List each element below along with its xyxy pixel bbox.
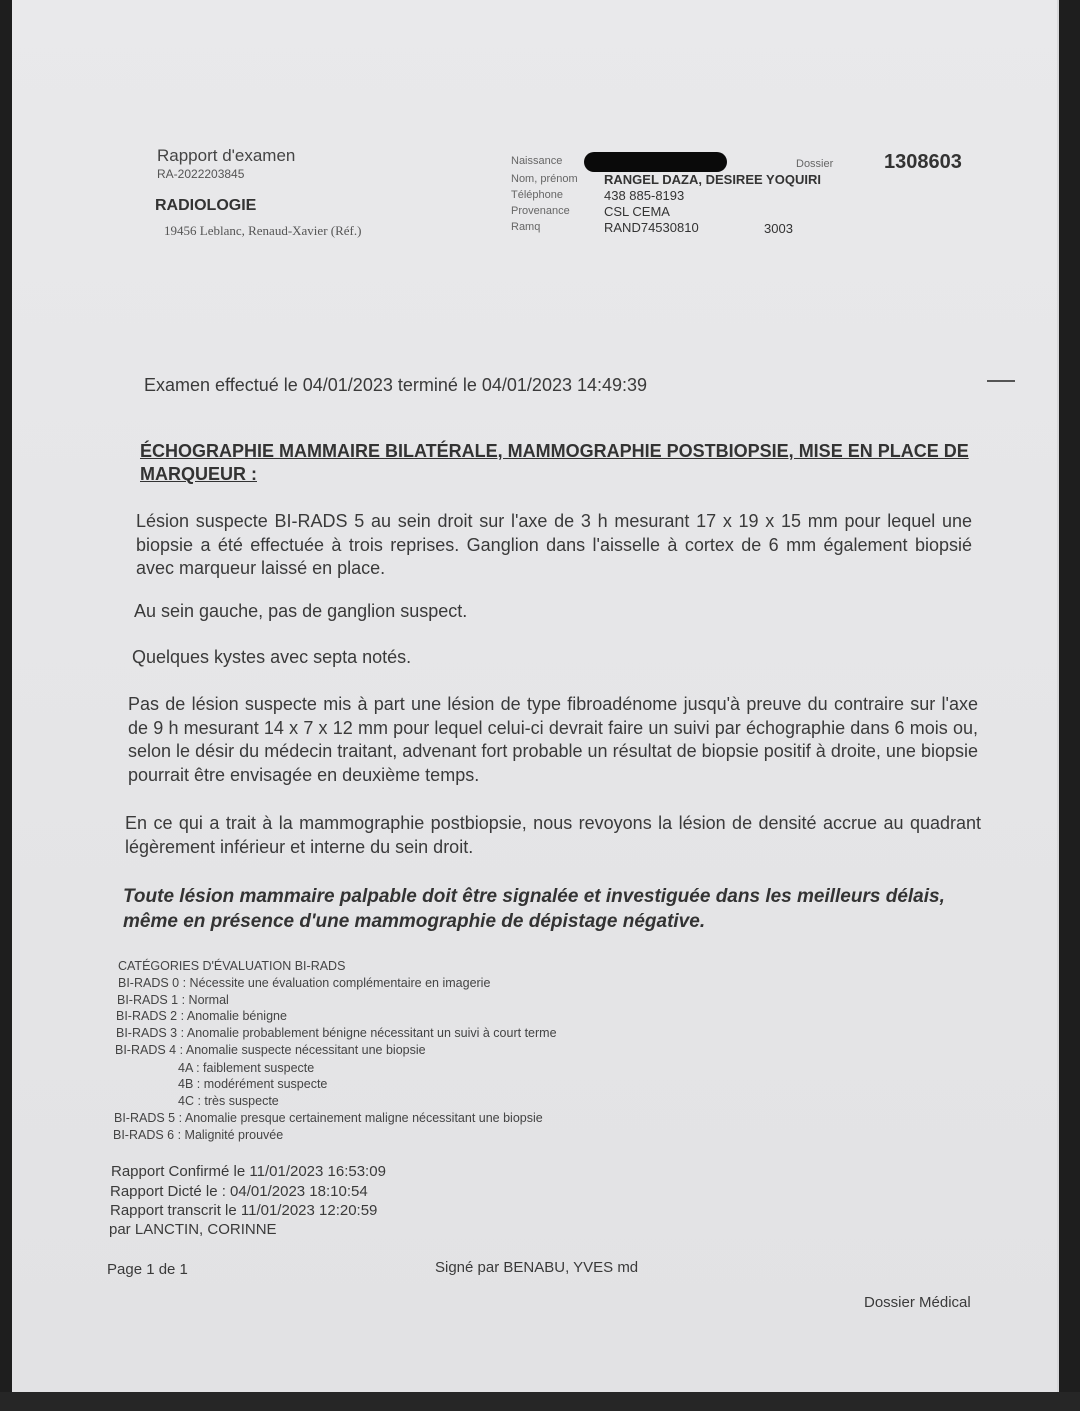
phone-label: Téléphone [511,189,563,201]
redaction-bar [584,152,727,172]
findings-paragraph-4: Pas de lésion suspecte mis à part une lésion de type fibroadénome jusqu'à preuve du contraire sur l'axe de 9 h mesurant 14 x 7 x 12 mm pour lequel celui-ci devrait faire un suivi par échographie dans 6 mois ou, selon le désir du médecin traitant, advenant fort probable un résultat de biopsie positif à droite, une biopsie pourrait être envisagée en deuxième temps. [128,694,978,785]
ramq-extra: 3003 [764,221,793,236]
patient-phone: 438 885-8193 [604,188,685,203]
transcriber: par LANCTIN, CORINNE [109,1221,277,1238]
patient-ramq: RAND74530810 [604,220,699,235]
findings-paragraph-2: Au sein gauche, pas de ganglion suspect. [134,601,468,621]
birads-subitem: 4A : faiblement suspecte [178,1061,315,1075]
report-dictated: Rapport Dicté le : 04/01/2023 18:10:54 [110,1183,368,1200]
birads-title: CATÉGORIES D'ÉVALUATION BI-RADS [118,959,346,973]
birads-subitem: 4C : très suspecte [178,1094,279,1108]
birads-item: BI-RADS 6 : Malignité prouvée [113,1128,284,1142]
findings-paragraph-1: Lésion suspecte BI-RADS 5 au sein droit sur l'axe de 3 h mesurant 17 x 19 x 15 mm pour lequel une biopsie a été effectuée à trois reprises. Ganglion dans l'aisselle à cortex de 6 mm également biopsié avec marqueur laissé en place. [136,511,972,578]
exam-heading: ÉCHOGRAPHIE MAMMAIRE BILATÉRALE, MAMMOGRAPHIE POSTBIOPSIE, MISE EN PLACE DE MARQUEUR : [140,441,969,484]
birads-item: BI-RADS 1 : Normal [117,993,229,1007]
page-number: Page 1 de 1 [107,1261,188,1278]
report-sheet [12,0,1057,1392]
birads-item: BI-RADS 3 : Anomalie probablement bénigne nécessitant un suivi à court terme [116,1026,557,1040]
dossier-label: Dossier [796,158,834,170]
birads-item: BI-RADS 0 : Nécessite une évaluation complémentaire en imagerie [118,976,491,990]
findings-paragraph-3: Quelques kystes avec septa notés. [132,647,412,667]
birads-item: BI-RADS 2 : Anomalie bénigne [116,1009,287,1023]
exam-date-line: Examen effectué le 04/01/2023 terminé le 04/01/2023 14:49:39 [144,375,648,395]
ramq-label: Ramq [511,221,541,233]
report-confirmed: Rapport Confirmé le 11/01/2023 16:53:09 [111,1163,386,1180]
report-transcribed: Rapport transcrit le 11/01/2023 12:20:59 [110,1202,378,1219]
dossier-number: 1308603 [884,151,962,173]
background-edge [0,1392,1080,1411]
department: RADIOLOGIE [155,197,257,214]
birth-label: Naissance [511,155,563,167]
dossier-medical: Dossier Médical [864,1294,971,1311]
birads-item: BI-RADS 4 : Anomalie suspecte nécessitant une biopsie [115,1043,426,1057]
patient-origin: CSL CEMA [604,204,670,219]
report-id: RA-2022203845 [157,167,245,181]
birads-item: BI-RADS 5 : Anomalie presque certainement maligne nécessitant une biopsie [114,1111,543,1125]
signed-by: Signé par BENABU, YVES md [435,1259,639,1276]
margin-dash [987,380,1015,382]
birads-subitem: 4B : modérément suspecte [178,1077,328,1091]
report-title: Rapport d'examen [157,146,296,165]
patient-name: RANGEL DAZA, DESIREE YOQUIRI [604,172,821,187]
origin-label: Provenance [511,205,570,217]
name-label: Nom, prénom [511,173,578,185]
referring-physician: 19456 Leblanc, Renaud-Xavier (Réf.) [164,223,362,238]
findings-paragraph-5: En ce qui a trait à la mammographie postbiopsie, nous revoyons la lésion de densité accrue au quadrant légèrement inférieur et interne du sein droit. [125,813,981,857]
palpable-lesion-warning: Toute lésion mammaire palpable doit être signalée et investiguée dans les meilleurs délais, même en présence d'une mammographie de dépistage négative. [123,886,945,932]
